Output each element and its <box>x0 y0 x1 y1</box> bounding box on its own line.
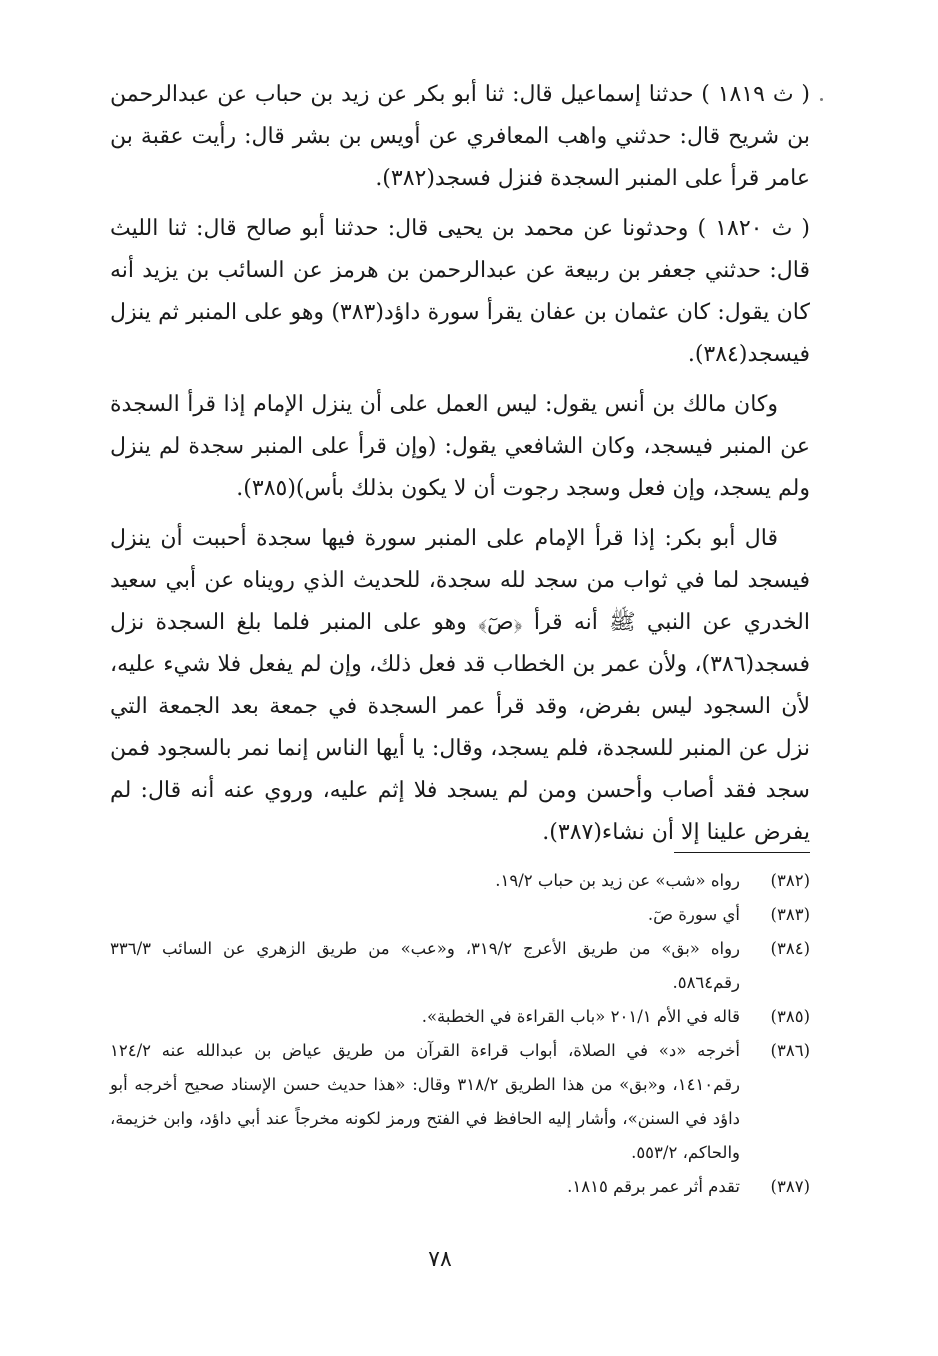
footnote-text: أي سورة صٓ. <box>647 905 740 924</box>
footnote-text: تقدم أثر عمر برقم ١٨١٥. <box>567 1177 740 1196</box>
footnote-number: (٣٨٧) <box>770 1177 810 1196</box>
footnote-text: رواه «شب» عن زيد بن حباب ١٩/٢. <box>495 871 740 890</box>
footnote-387 <box>110 1170 810 1204</box>
footnote-number: (٣٨٤) <box>770 939 810 958</box>
footnotes-section <box>110 864 810 1204</box>
footnote-number: (٣٨٣) <box>770 905 810 924</box>
footnote-text: رواه «بق» من طريق الأعرج ٣١٩/٢، و«عب» من طريق الزهري عن السائب ٣٣٦/٣ رقم٥٨٦٤. <box>110 939 741 992</box>
footnote-text: أخرجه «د» في الصلاة، أبواب قراءة القرآن من طريق عياض بن عبدالله عنه ١٢٤/٢ رقم١٤١٠، و«بق» من هذا الطريق ٣١٨/٢ وقال: «هذا حديث حسن الإسناد صحيح أخرجه أبو داؤد في السنن»، وأشار إليه الحافظ في الفتح ورمز لكونه مخرجاً عند أبي داؤد، وابن خزيمة، والحاكم، ٥٥٣/٢. <box>110 1041 740 1162</box>
main-text-body <box>110 74 810 862</box>
paragraph-athar-1820: ( ث ١٨٢٠ ) وحدثونا عن محمد بن يحيى قال: حدثنا أبو صالح قال: ثنا الليث قال: حدثني جعفر بن ربيعة عن عبدالرحمن بن هرمز عن السائب بن يزيد أنه كان يقول: كان عثمان بن عفان يقرأ سورة داؤد(٣٨٣) وهو على المنبر ثم ينزل فيسجد(٣٨٤). <box>110 216 811 367</box>
stray-ink-dot <box>820 98 823 101</box>
footnote-386 <box>110 1034 810 1170</box>
footnote-384 <box>110 932 810 1000</box>
footnote-385 <box>110 1000 810 1034</box>
page-number: ٧٨ <box>428 1247 452 1272</box>
footnote-text: قاله في الأم ٢٠١/١ «باب القراءة في الخطبة». <box>421 1007 740 1026</box>
paragraph-abu-bakr: قال أبو بكر: إذا قرأ الإمام على المنبر سورة فيها سجدة أحببت أن ينزل فيسجد لما في ثواب من سجد لله سجدة، للحديث الذي رويناه عن أبي سعيد الخدري عن النبي ﷺ أنه قرأ ﴿صٓ﴾ وهو على المنبر فلما بلغ السجدة نزل فسجد(٣٨٦)، ولأن عمر بن الخطاب قد فعل ذلك، وإن لم يفعل فلا شيء عليه، لأن السجود ليس بفرض، وقد قرأ عمر السجدة في جمعة بعد الجمعة التي نزل عن المنبر للسجدة، فلم يسجد، وقال: يا أيها الناس إنما نمر بالسجود فمن سجد فقد أصاب وأحسن ومن لم يسجد فلا إثم عليه، وروي عنه أنه قال: لم يفرض علينا إلا أن نشاء(٣٨٧). <box>110 526 810 845</box>
footnote-separator <box>674 852 810 853</box>
footnote-383 <box>110 898 810 932</box>
footnote-382 <box>110 864 810 898</box>
footnote-number: (٣٨٥) <box>770 1007 810 1026</box>
paragraph-athar-1819: ( ث ١٨١٩ ) حدثنا إسماعيل قال: ثنا أبو بكر عن زيد بن حباب عن عبدالرحمن بن شريح قال: حدثني واهب المعافري عن أويس بن بشر قال: رأيت عقبة بن عامر قرأ على المنبر السجدة فنزل فسجد(٣٨٢). <box>110 82 810 191</box>
footnote-number: (٣٨٦) <box>770 1041 810 1060</box>
footnote-number: (٣٨٢) <box>770 871 810 890</box>
paragraph-malik-shafii: وكان مالك بن أنس يقول: ليس العمل على أن ينزل الإمام إذا قرأ السجدة عن المنبر فيسجد، وكان الشافعي يقول: (وإن قرأ على المنبر سجدة لم ينزل ولم يسجد، وإن فعل وسجد رجوت أن لا يكون بذلك بأس)(٣٨٥). <box>110 392 810 501</box>
